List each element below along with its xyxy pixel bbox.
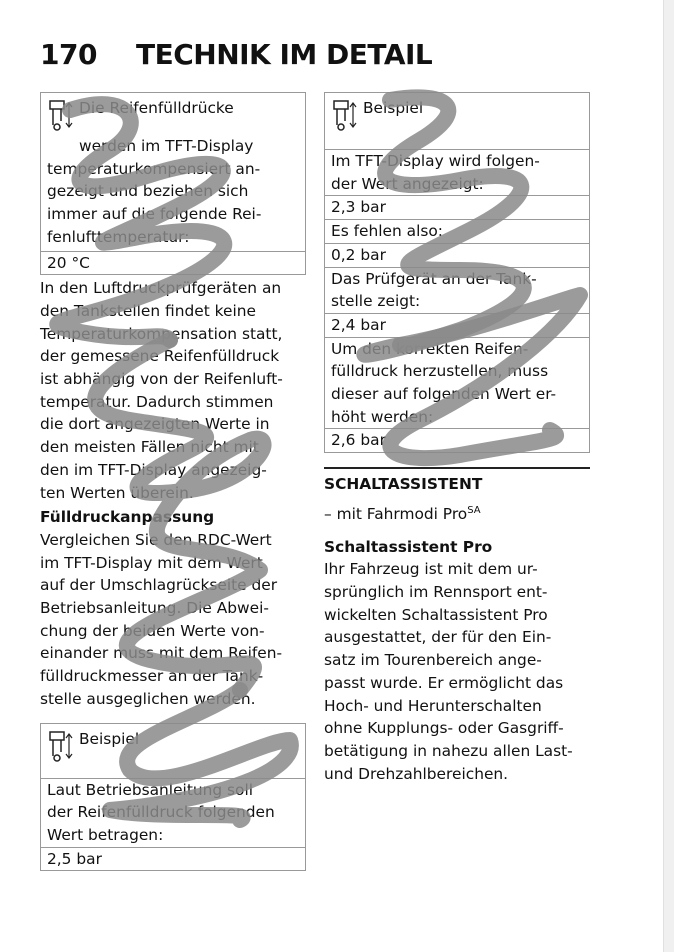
text-line: Vergleichen Sie den RDC-Wert [40, 530, 272, 549]
text-line: chung der beiden Werte von- [40, 621, 265, 640]
page-edge [663, 0, 674, 952]
subtitle-superscript: SA [467, 504, 481, 516]
box-line: stelle zeigt: [331, 292, 421, 311]
info-box-body [41, 135, 305, 251]
box-line: fülldruck herzustellen, muss [331, 362, 549, 381]
right-column [324, 92, 590, 785]
text-line: satz im Tourenbereich ange- [324, 651, 542, 670]
paragraph-schaltassistent [324, 558, 590, 785]
box-title: Beispiel [363, 99, 424, 117]
info-box-temperature [40, 92, 306, 275]
text-line: der gemessene Reifenfülldruck [40, 347, 280, 366]
tire-pressure-gauge-icon [47, 728, 75, 764]
info-box-example [40, 723, 306, 872]
box-line: Die Reifenfülldrücke [79, 99, 234, 117]
text-line: ohne Kupplungs- oder Gasgriff- [324, 719, 564, 738]
text-line: sprünglich im Rennsport ent- [324, 583, 548, 602]
section-subtitle [324, 500, 590, 526]
box-line: Im TFT-Display wird folgen- [331, 152, 540, 170]
box-row [325, 267, 589, 313]
text-line: die dort angezeigten Werte in [40, 415, 270, 434]
text-line: temperatur. Dadurch stimmen [40, 392, 274, 411]
box-line: Das Prüfgerät an der Tank- [331, 269, 537, 288]
text-line: Temperaturkompensation statt, [40, 324, 283, 343]
text-line: den im TFT-Display angezeig- [40, 460, 267, 479]
box-row [325, 149, 589, 195]
box-line: Laut Betriebsanleitung soll [47, 780, 254, 799]
box-value: 20 °C [41, 251, 305, 275]
box-line: Wert betragen: [47, 825, 164, 844]
page-title: TECHNIK IM DETAIL [136, 38, 433, 71]
text-line: stelle ausgeglichen werden. [40, 689, 256, 708]
text-line: In den Luftdruckprüfgeräten an [40, 279, 282, 298]
info-box-example-right [324, 92, 590, 453]
text-line: im TFT-Display mit dem Wert [40, 553, 263, 572]
box-line: temperaturkompensiert an- [47, 159, 261, 178]
text-line: ist abhängig von der Reifenluft- [40, 370, 283, 389]
box-line: der Reifenfülldruck folgenden [47, 803, 275, 822]
paragraph-temperature [40, 277, 306, 504]
page-number: 170 [40, 38, 97, 71]
text-line: ten Werten überein. [40, 483, 194, 502]
box-value: 2,5 bar [41, 847, 305, 871]
paragraph-adjustment [40, 529, 306, 711]
text-line: fülldruckmesser an der Tank- [40, 667, 264, 686]
box-title: Beispiel [79, 729, 140, 748]
box-value: 2,4 bar [325, 313, 589, 337]
box-line: der Wert angezeigt: [331, 174, 484, 193]
text-line: wickelten Schaltassistent Pro [324, 605, 548, 624]
box-value: 2,3 bar [325, 195, 589, 219]
subheading-fuelldruck: Fülldruckanpassung [40, 508, 215, 527]
info-box-body [41, 778, 305, 847]
text-line: einander muss mit dem Reifen- [40, 644, 283, 663]
section-title: SCHALTASSISTENT [324, 475, 483, 494]
text-line: Betriebsanleitung. Die Abwei- [40, 599, 269, 618]
box-row: Es fehlen also: [325, 219, 589, 243]
text-line: den Tankstellen findet keine [40, 301, 256, 320]
tire-pressure-gauge-icon [47, 97, 75, 133]
info-box-header [41, 93, 305, 135]
box-line: Um den korrekten Reifen- [331, 339, 529, 358]
box-line: höht werden: [331, 407, 434, 426]
box-line: immer auf die folgende Rei- [47, 205, 262, 224]
section-divider [324, 467, 590, 469]
text-line: den meisten Fällen nicht mit [40, 438, 259, 457]
text-line: Ihr Fahrzeug ist mit dem ur- [324, 560, 538, 579]
text-line: betätigung in nahezu allen Last- [324, 742, 573, 760]
subtitle-text: – mit Fahrmodi Pro [324, 504, 468, 523]
box-line: fenlufttemperatur: [47, 227, 190, 246]
text-line: ausgestattet, der für den Ein- [324, 628, 552, 647]
box-value: 0,2 bar [325, 243, 589, 267]
box-line: dieser auf folgenden Wert er- [331, 385, 557, 404]
box-line: werden im TFT-Display [79, 137, 254, 155]
info-box-header [325, 93, 589, 149]
box-line: gezeigt und beziehen sich [47, 182, 249, 201]
text-line: und Drehzahlbereichen. [324, 764, 509, 783]
page-header [40, 38, 432, 71]
left-column [40, 92, 306, 871]
subheading-schaltassistent: Schaltassistent Pro [324, 537, 493, 556]
info-box-header [41, 724, 305, 778]
tire-pressure-gauge-icon [331, 97, 359, 133]
box-row [325, 337, 589, 429]
box-value: 2,6 bar [325, 428, 589, 452]
text-line: Hoch- und Herunterschalten [324, 696, 542, 715]
text-line: passt wurde. Er ermöglicht das [324, 673, 564, 692]
text-line: auf der Umschlagrückseite der [40, 576, 278, 595]
